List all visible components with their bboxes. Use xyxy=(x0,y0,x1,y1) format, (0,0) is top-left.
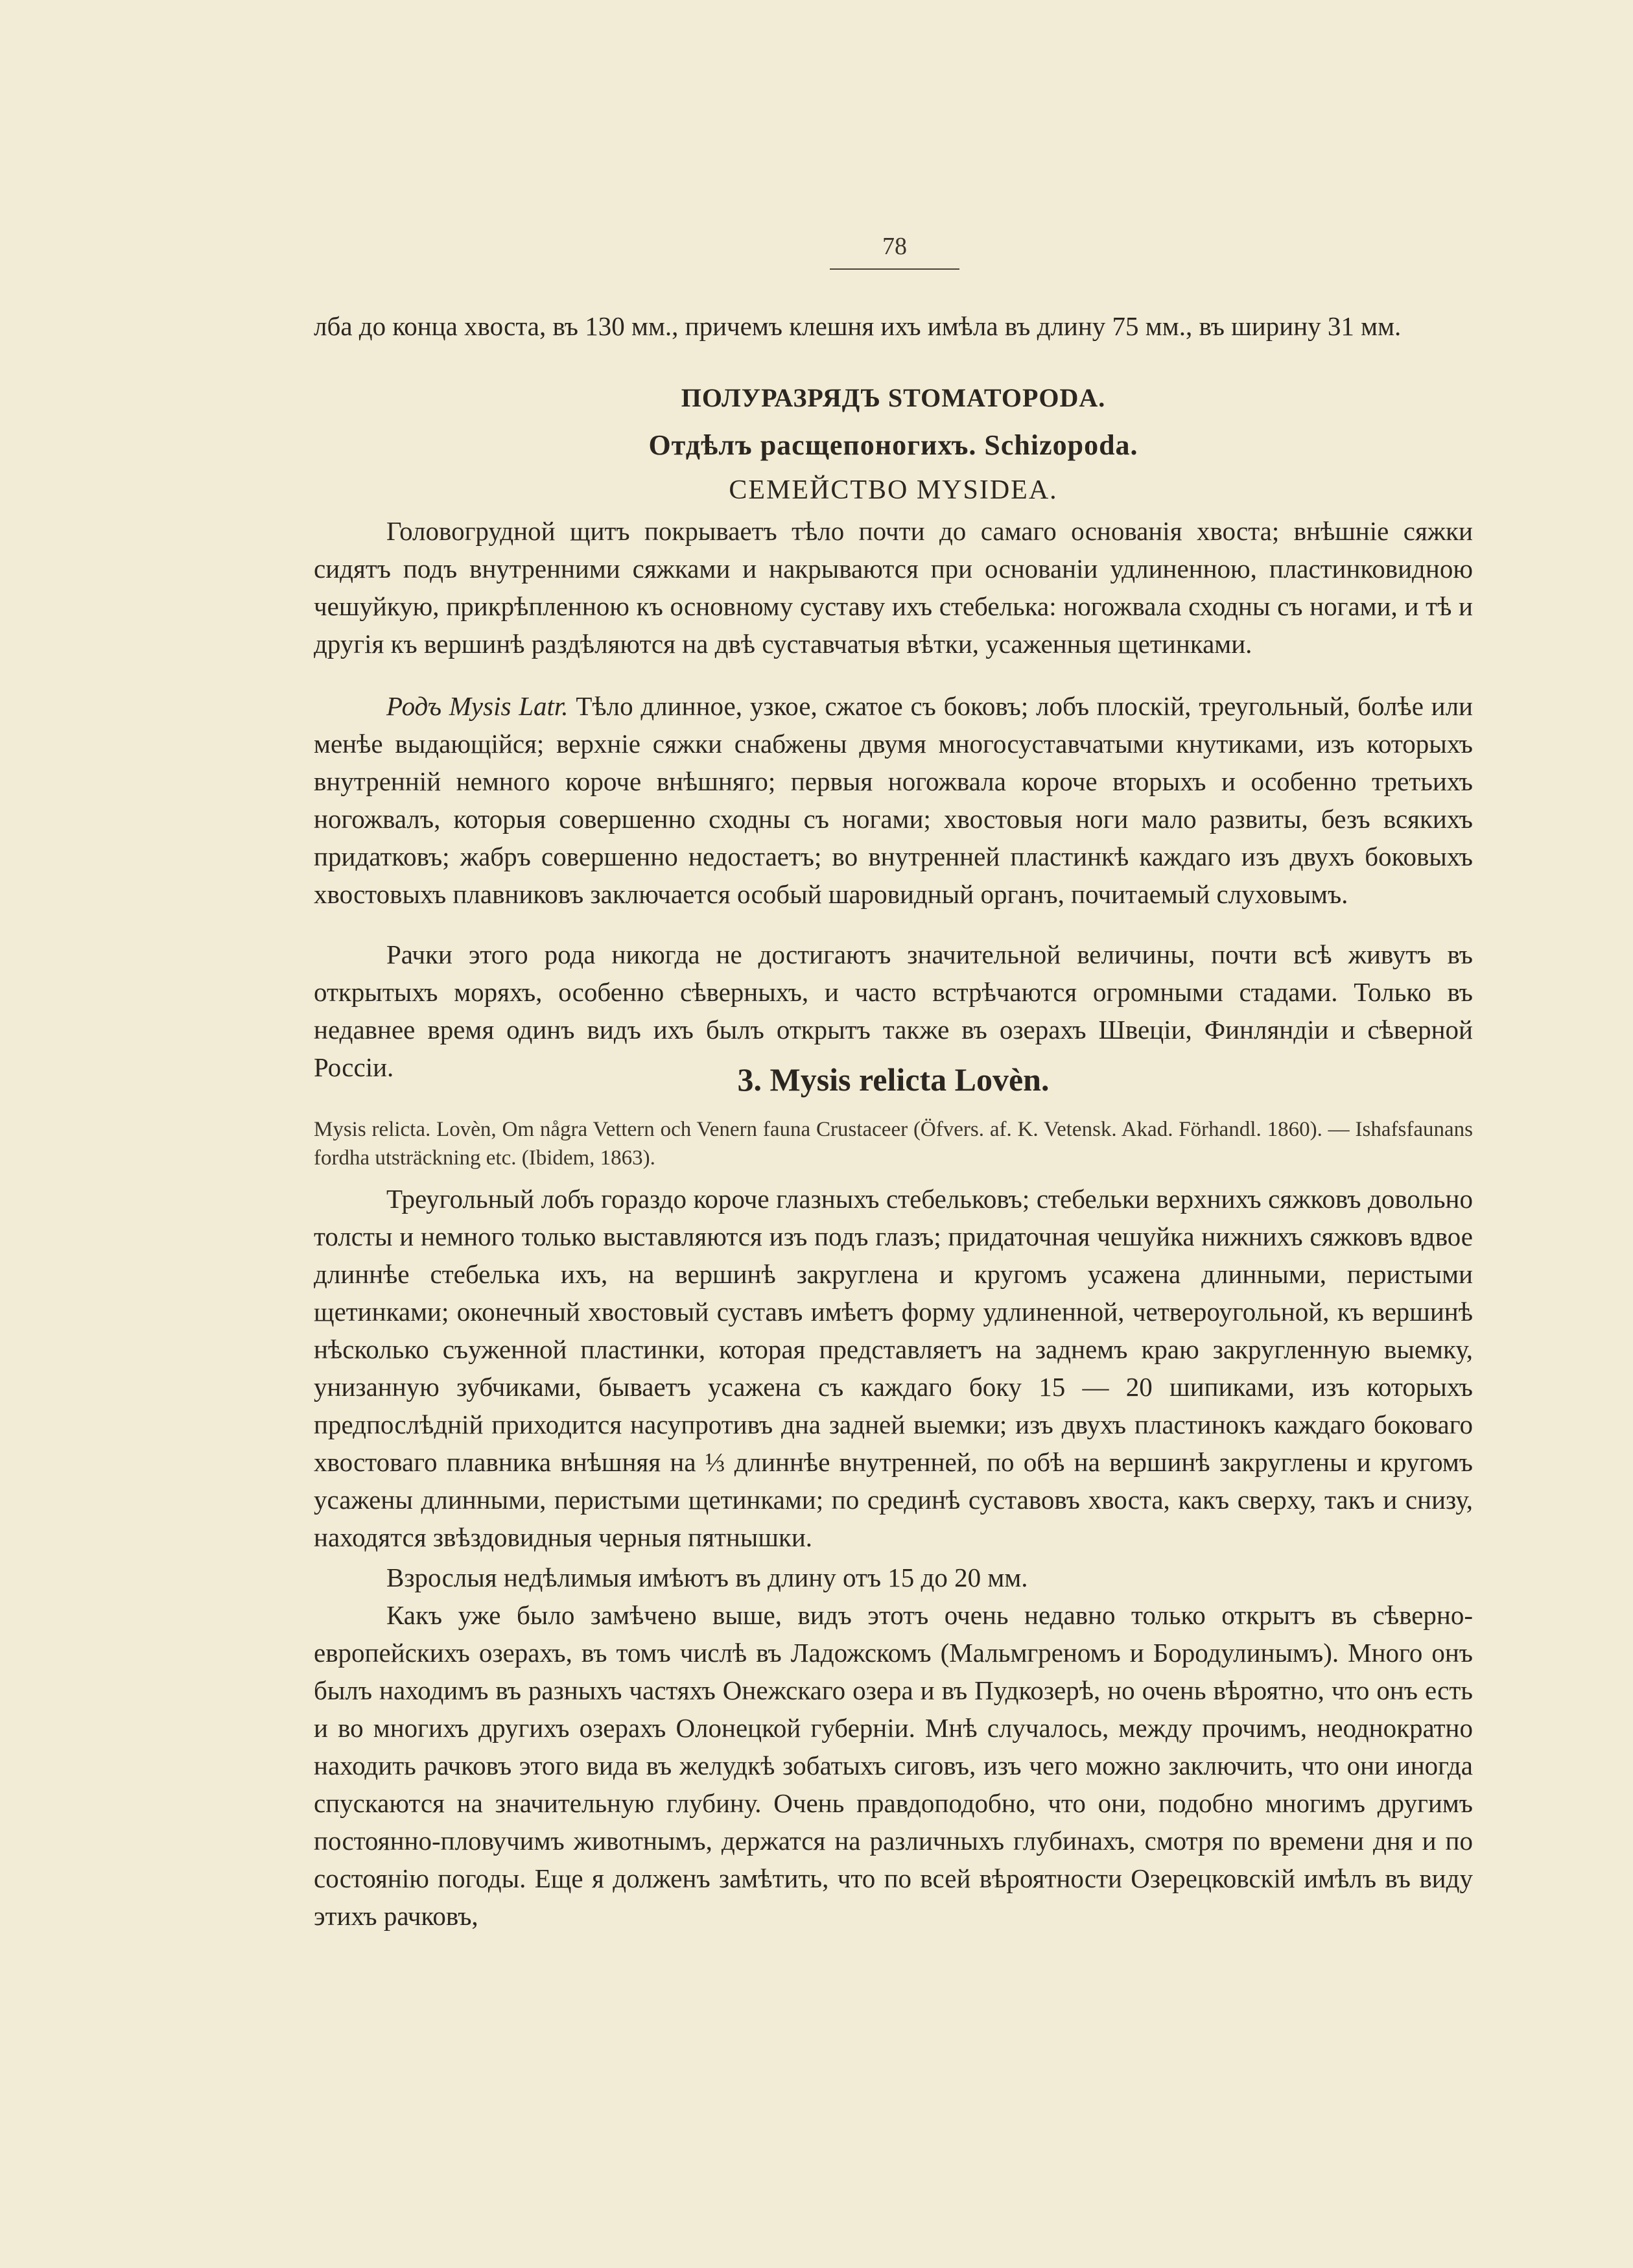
family-description: Головогрудной щитъ покрываетъ тѣло почти до самаго основанія хвоста; внѣшніе сяжки сидятъ подъ внутренними сяжками и накрываются при основаніи удлиненною, пластинковидною чешуйкую, прикрѣпленною къ основному суставу ихъ стебелька: ногожвала сходны съ ногами, и тѣ и другія къ вершинѣ раздѣляются на двѣ суставчатыя вѣтки, усаженныя щетинками. xyxy=(314,516,1473,659)
genus-note: Рачки этого рода никогда не достигаютъ значительной величины, почти всѣ живутъ въ открытыхъ моряхъ, особенно сѣверныхъ, и часто встрѣчаются огромными стадами. Только въ недавнее время одинъ видъ ихъ былъ открытъ также въ озерахъ Швеціи, Финляндіи и сѣверной Россіи. xyxy=(314,939,1473,1082)
species-description: Треугольный лобъ гораздо короче глазныхъ стебельковъ; стебельки верхнихъ сяжковъ довольно толсты и немного только выставляются изъ подъ глазъ; придаточная чешуйка нижнихъ сяжковъ вдвое длиннѣе стебелька ихъ, на вершинѣ закруглена и кругомъ усажена длинными, перистыми щетинками; оконечный хвостовый суставъ имѣетъ форму удлиненной, четвероугольной, къ вершинѣ нѣсколько съуженной пластинки, которая представляетъ на заднемъ краю закругленную выемку, унизанную зубчиками, бываетъ усажена съ каждаго боку 15 — 20 шипиками, изъ которыхъ предпослѣдній приходится насупротивъ дна задней выемки; изъ двухъ пластинокъ каждаго боковаго хвостоваго плавника внѣшняя на ⅓ длиннѣе внутренней, по обѣ на вершинѣ закруглены и кругомъ усажены длинными, перистыми щетинками; по срединѣ суставовъ хвоста, какъ сверху, такъ и снизу, находятся звѣздовидныя черныя пятнышки. xyxy=(314,1184,1473,1552)
genus-label: Родъ Mysis Latr. xyxy=(386,691,569,721)
distribution-text: Какъ уже было замѣчено выше, видъ этотъ очень недавно только открытъ въ сѣверно-европейскихъ озерахъ, въ томъ числѣ въ Ладожскомъ (Мальмгреномъ и Бородулинымъ). Много онъ былъ находимъ въ разныхъ частяхъ Онежскаго озера и въ Пудкозерѣ, но очень вѣроятно, что онъ есть и во многихъ другихъ озерахъ Олонецкой губерніи. Мнѣ случалось, между прочимъ, неоднократно находить рачковъ этого вида въ желудкѣ зобатыхъ сиговъ, изъ чего можно заключить, что они иногда спускаются на значительную глубину. Очень правдоподобно, что они, подобно многимъ другимъ постоянно-пловучимъ животнымъ, держатся на различныхъ глубинахъ, смотря по времени дня и по состоянію погоды. Еще я долженъ замѣтить, что по всей вѣроятности Озерецковскій имѣлъ въ виду этихъ рачковъ, xyxy=(314,1600,1473,1931)
section-heading: Отдѣлъ расщепоногихъ. Schizopoda. xyxy=(648,429,1138,461)
suborder-heading: ПОЛУРАЗРЯДЪ STOMATOPODA. xyxy=(681,383,1106,412)
family-heading: СЕМЕЙСТВО MYSIDEA. xyxy=(729,475,1058,505)
genus-text: Тѣло длинное, узкое, сжатое съ боковъ; лобъ плоскій, треугольный, болѣе или менѣе выдающійся; верхніе сяжки снабжены двумя многосуставчатыми кнутиками, изъ которыхъ внутренній немного короче внѣшняго; первыя ногожвала короче вторыхъ и особенно третьихъ ногожвалъ, которыя совершенно сходны съ ногами; хвостовыя ноги мало развиты, безъ всякихъ придатковъ; жабръ совершенно недостаетъ; во внутренней пластинкѣ каждаго изъ двухъ боковыхъ хвостовыхъ плавниковъ заключается особый шаровидный органъ, почитаемый слуховымъ. xyxy=(314,691,1474,909)
adult-size: Взрослыя недѣлимыя имѣютъ въ длину отъ 15 до 20 мм. xyxy=(386,1563,1028,1592)
page-number-rule xyxy=(830,268,959,270)
intro-text: лба до конца хвоста, въ 130 мм., причемъ клешня ихъ имѣла въ длину 75 мм., въ ширину 31 мм. xyxy=(314,311,1402,341)
citation: Mysis relicta. Lovèn, Om några Vettern och Venern fauna Crustaceer (Öfvers. af. K. Vetensk. Akad. Förhandl. 1860). — Ishafsfaunans fordha utsträckning etc. (Ibidem, 1863). xyxy=(314,1118,1473,1170)
page-number: 78 xyxy=(882,233,907,260)
species-heading: 3. Mysis relicta Lovèn. xyxy=(737,1061,1050,1098)
page-number-block xyxy=(830,232,959,261)
genus-paragraph xyxy=(314,687,1473,913)
